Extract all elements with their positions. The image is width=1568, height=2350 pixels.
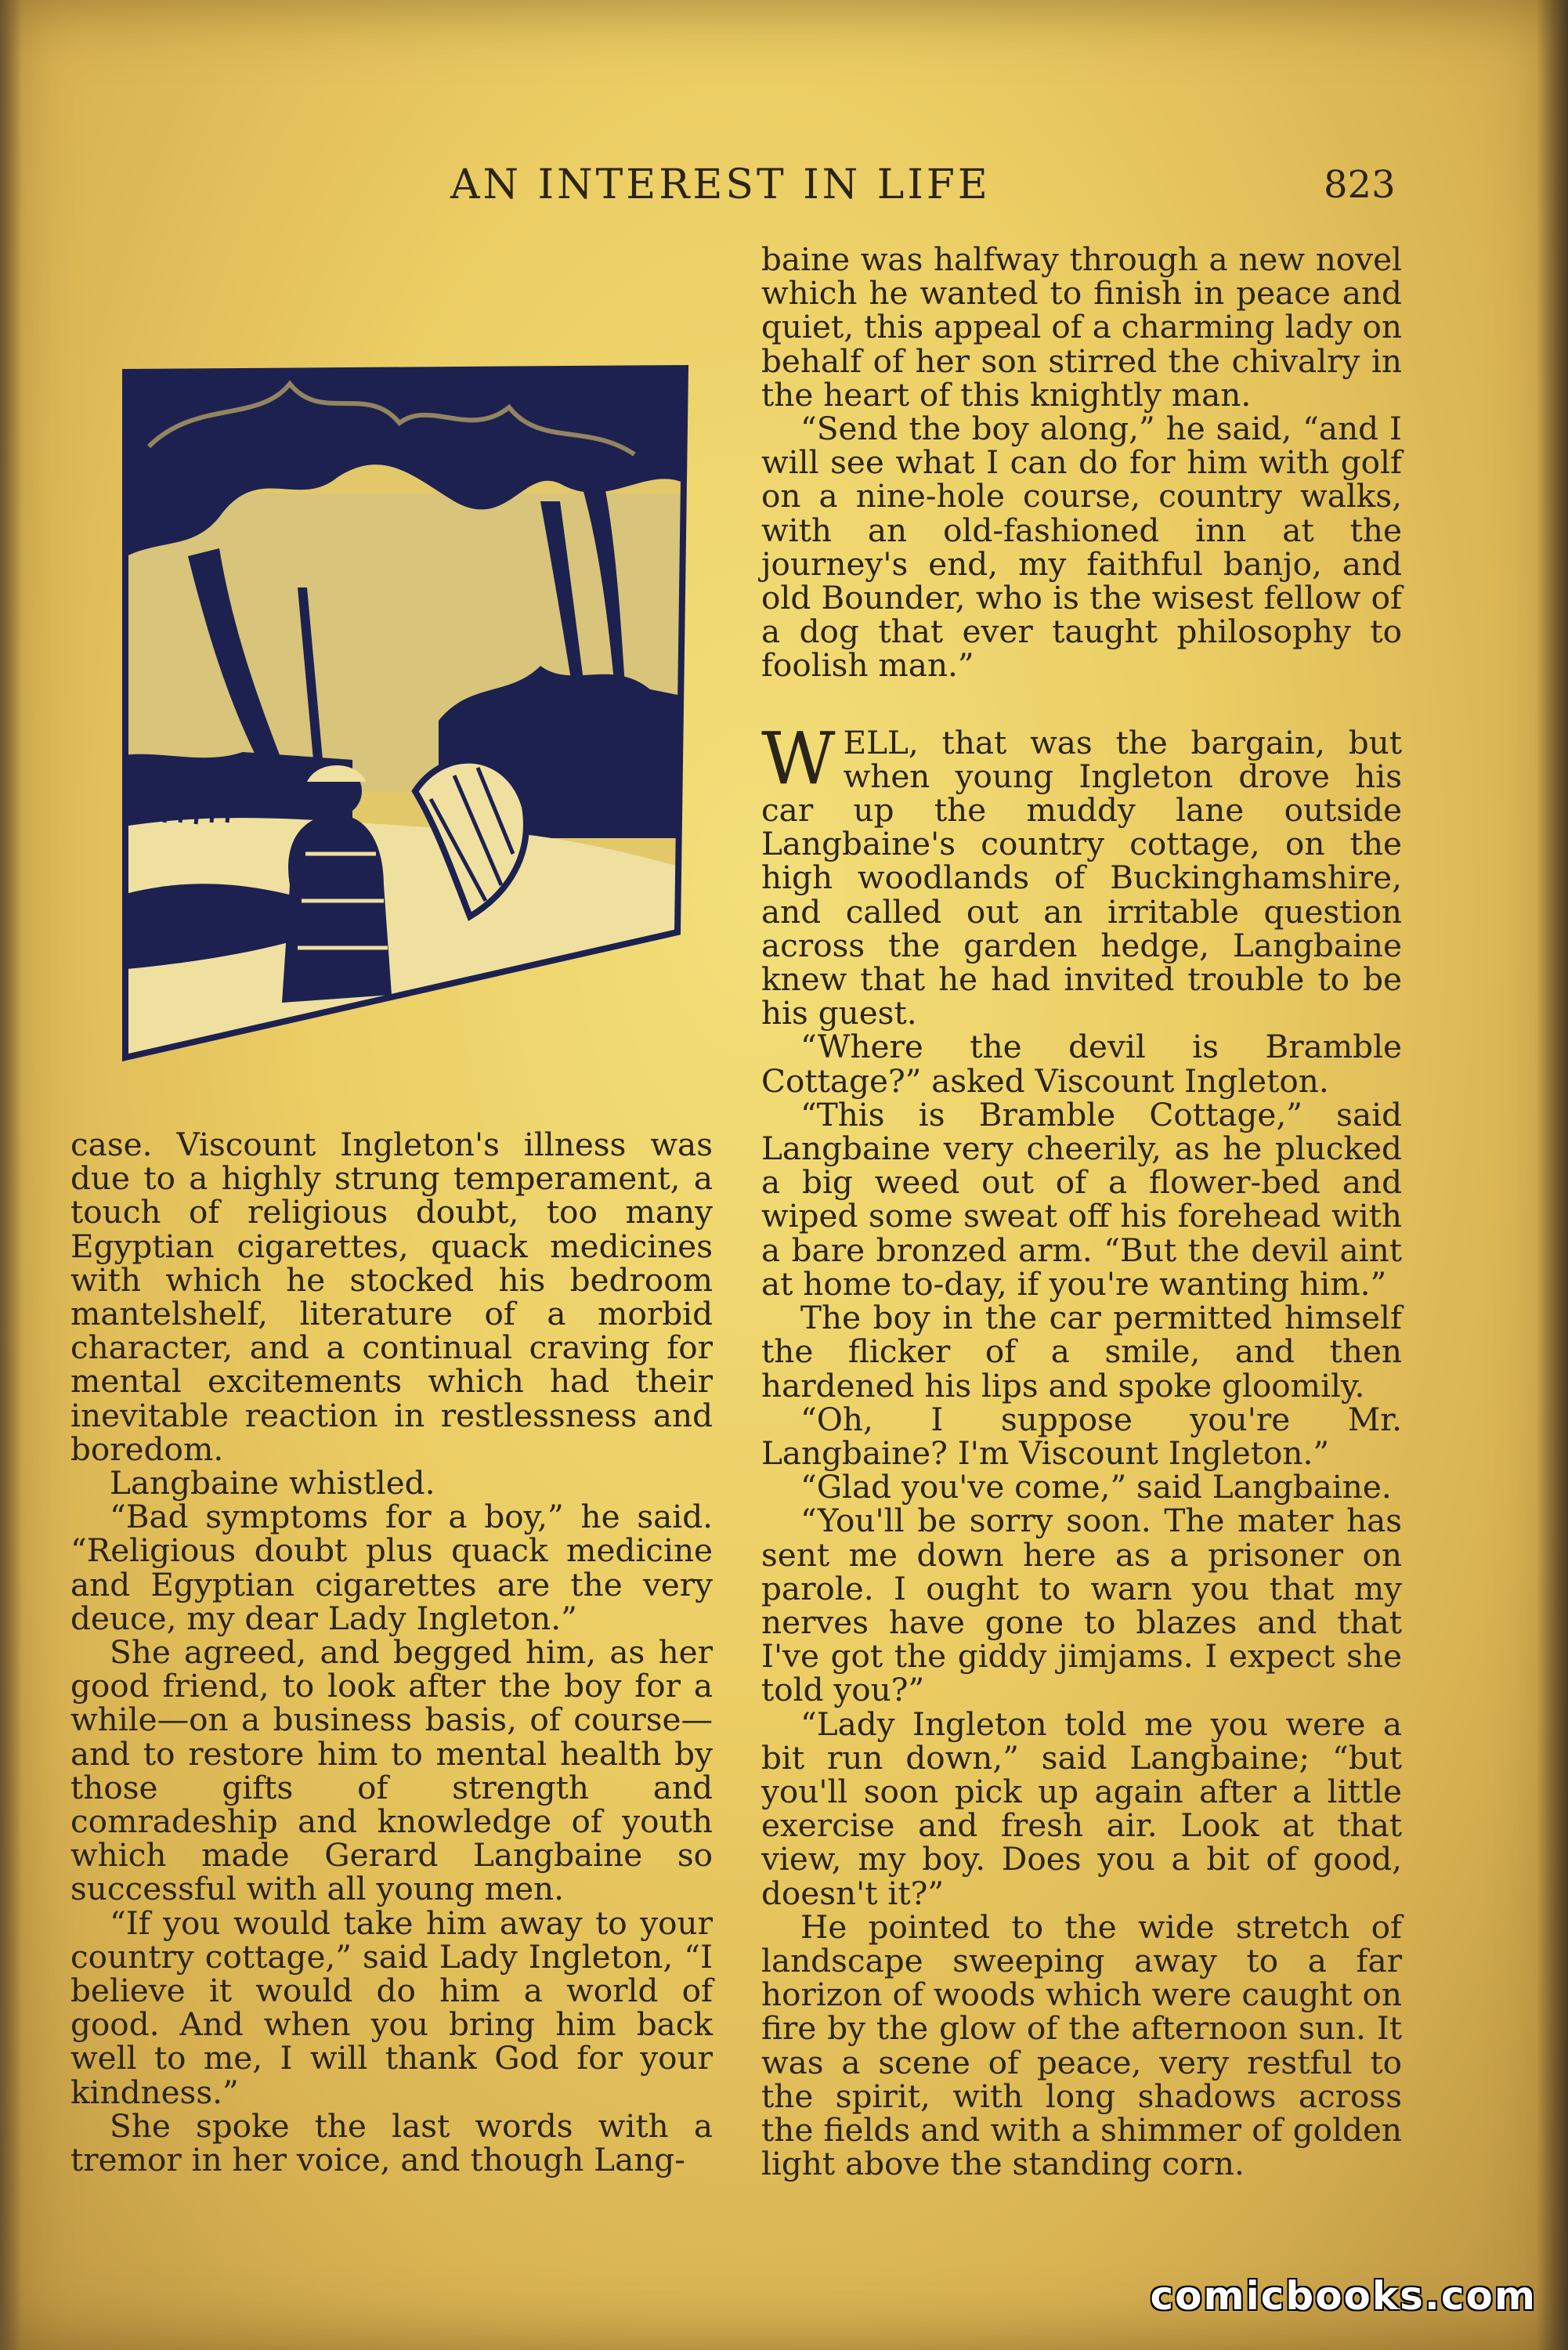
drop-cap: W: [761, 716, 836, 801]
paragraph: “This is Bramble Cottage,” said Langbaine very cheerily, as he plucked a big weed out of a flower-bed and wiped some sweat off his forehead with a bare bronzed arm. “But the devil aint at home to-day, if you're wanting him.”: [761, 1095, 1402, 1303]
paragraph: “You'll be sorry soon. The mater has sent me down here as a prisoner on parole. I ought to warn you that my nerves have gone to blazes and that I've got the giddy jimjams. I expect she told you?”: [761, 1502, 1402, 1709]
paragraph: case. Viscount Ingleton's illness was due to a highly strung temperament, a touch of religious doubt, too many Egyptian cigarettes, quack medicines with which he stocked his bedroom mantelshelf, literature of a morbid character, and a continual craving for mental excitements which had their inevitable reaction in restlessness and boredom.: [70, 1126, 713, 1468]
paragraph: “Lady Ingleton told me you were a bit run down,” said Langbaine; “but you'll soon pick up again after a little exercise and fresh air. Look at that view, my boy. Does you a bit of good, doesn't it?”: [761, 1705, 1402, 1912]
paragraph: “If you would take him away to your country cottage,” said Lady Ingleton, “I believe it would do him a world of good. And when you bring him back well to me, I will thank God for your kindness.”: [70, 1904, 713, 2111]
paragraph: baine was halfway through a new novel which he wanted to finish in peace and quiet, this appeal of a charming lady on behalf of her son stirred the chivalry in the heart of this knightly man.: [761, 240, 1402, 414]
paragraph: “Where the devil is Bramble Cottage?” asked Viscount Ingleton.: [761, 1028, 1402, 1100]
paragraph: “Oh, I suppose you're Mr. Langbaine? I'm Viscount Ingleton.”: [761, 1400, 1402, 1472]
page-number: 823: [1324, 163, 1396, 207]
right-column: [761, 240, 1402, 2183]
paragraph: “Bad symptoms for a boy,” he said. “Religious doubt plus quack medicine and Egyptian cigarettes are the very deuce, my dear Lady Ingleton.”: [70, 1498, 713, 1637]
spine-shadow: [0, 0, 22, 2350]
section-opening-paragraph: [761, 716, 1402, 1032]
page-edge-shadow: [1537, 0, 1568, 2350]
woodland-illustration: [102, 352, 689, 1097]
paragraph: “Glad you've come,” said Langbaine.: [800, 1468, 1392, 1506]
paragraph-text: ELL, that was the bargain, but when young Ingleton drove his car up the muddy lane outside Langbaine's country cottage, on the high woodlands of Buckinghamshire, and called out an irritable question across the garden hedge, Langbaine knew that he had invited trouble to be his guest.: [761, 723, 1402, 1032]
paragraph: “Send the boy along,” he said, “and I will see what I can do for him with golf on a nine-hole course, country walks, with an old-fashioned inn at the journey's end, my faithful banjo, and old Bounder, who is the wisest fellow of a dog that ever taught philosophy to foolish man.”: [761, 410, 1402, 685]
paragraph: She spoke the last words with a tremor in her voice, and though Lang-: [70, 2106, 713, 2179]
paragraph: He pointed to the wide stretch of landscape sweeping away to a far horizon of woods which were caught on fire by the glow of the afternoon sun. It was a scene of peace, very restful to the spirit, with long shadows across the fields and with a shimmer of golden light above the standing corn.: [761, 1907, 1402, 2183]
watermark-logo: comicbooks.com: [1150, 2273, 1537, 2319]
paragraph: Langbaine whistled.: [110, 1464, 435, 1502]
paragraph: The boy in the car permitted himself the flicker of a smile, and then hardened his lips and spoke gloomily.: [761, 1299, 1402, 1405]
paragraph: She agreed, and begged him, as her good friend, to look after the boy for a while—on a business basis, of course—and to restore him to mental health by those gifts of strength and comradeship and knowledge of youth which made Gerard Langbaine so successful with all young men.: [70, 1633, 713, 1908]
left-column: [70, 1128, 713, 2177]
running-title: AN INTEREST IN LIFE: [450, 161, 991, 208]
